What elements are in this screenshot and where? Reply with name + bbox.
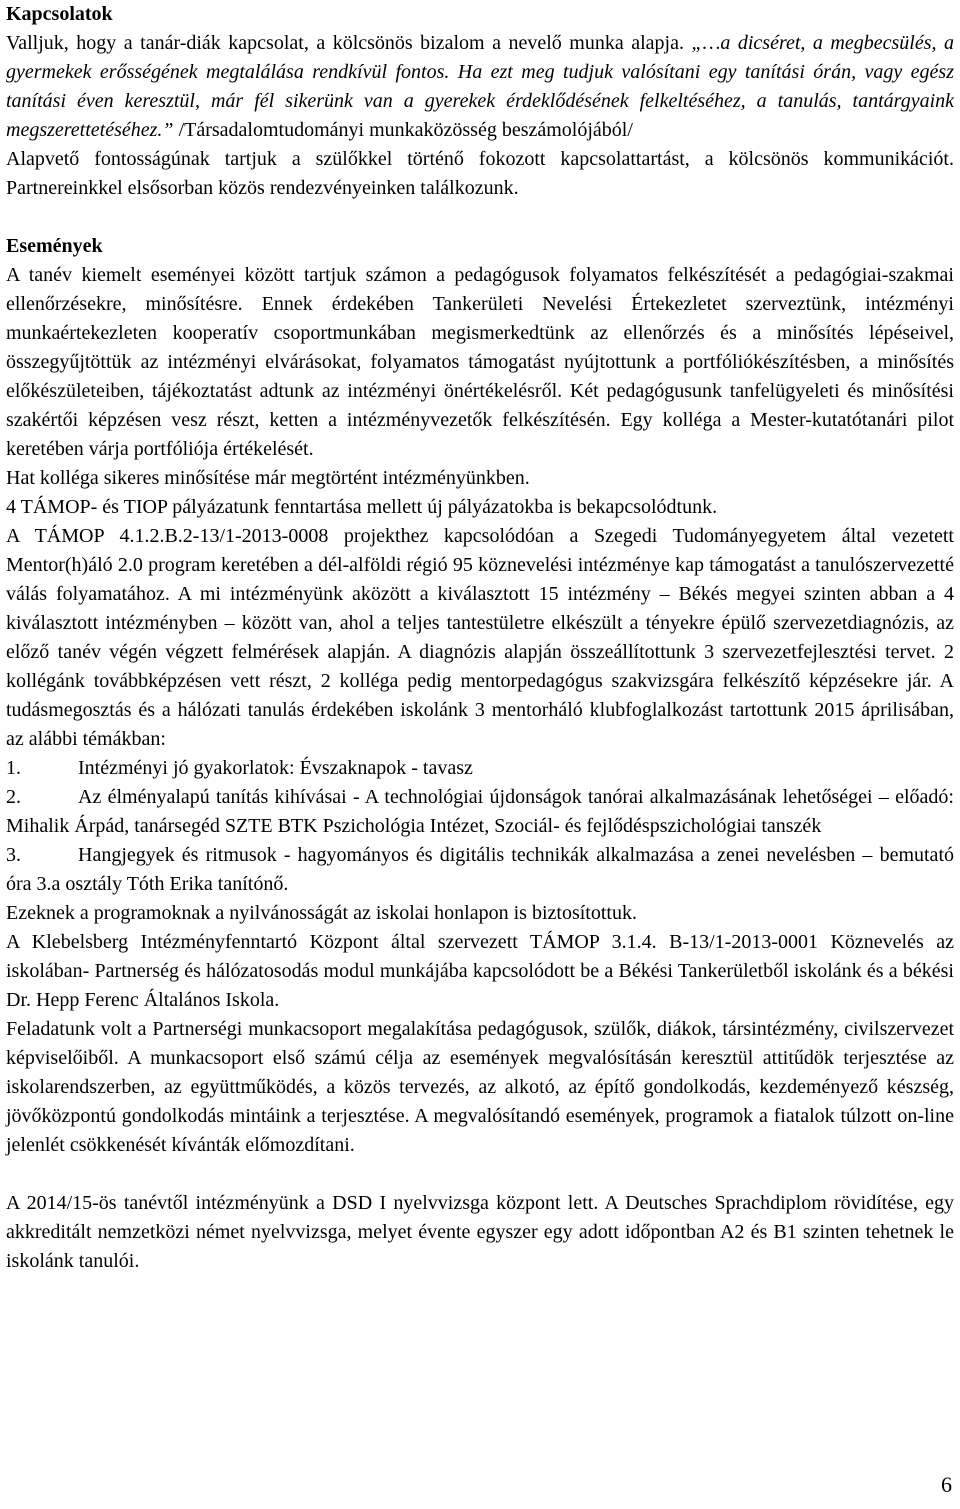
list-item bbox=[6, 783, 954, 841]
paragraph-esemenyek-7: Feladatunk volt a Partnerségi munkacsoport megalakítása pedagógusok, szülők, diákok, társintézmény, civilszervezet képviselőiből. A munkacsoport első számú célja az események megvalósításán keresztül attitűdök terjesztése az iskolarendszerben, az együttműködés, a közös tervezés, az alkotó, az építő gondolkodás, kezdeményező készség, jövőközpontú gondolkodás mintáink a terjesztése. A megvalósítandó események, programok a fiatalok túlzott on-line jelenlét csökkenését kívánták előmozdítani. bbox=[6, 1018, 954, 1156]
list-text: Intézményi jó gyakorlatok: Évszaknapok - tavasz bbox=[78, 757, 473, 779]
paragraph-esemenyek-2: Hat kolléga sikeres minősítése már megtörtént intézményünkben. bbox=[6, 467, 530, 489]
spacer bbox=[6, 203, 954, 232]
paragraph-kapcsolatok-1 bbox=[6, 29, 954, 145]
heading-esemenyek: Események bbox=[6, 235, 103, 257]
list-text: Hangjegyek és ritmusok - hagyományos és digitális technikák alkalmazása a zenei nevelésben – bemutató óra 3.a osztály Tóth Erika tanítónő. bbox=[6, 844, 954, 895]
paragraph-esemenyek-8: A 2014/15-ös tanévtől intézményünk a DSD I nyelvvizsga központ lett. A Deutsches Sprachdiplom rövidítése, egy akkreditált nemzetközi német nyelvvizsga, melyet évente egyszer egy adott időpontban A2 és B1 szinten tehetnek le iskolánk tanulói. bbox=[6, 1192, 954, 1272]
document-page bbox=[6, 0, 954, 1276]
paragraph-text: Valljuk, hogy a tanár-diák kapcsolat, a kölcsönös bizalom a nevelő munka alapja. bbox=[6, 32, 692, 54]
paragraph-esemenyek-1: A tanév kiemelt eseményei között tartjuk számon a pedagógusok folyamatos felkészítését a pedagógiai-szakmai ellenőrzésekre, minősítésre. Ennek érdekében Tankerületi Nevelési Értekezletet szerveztünk, intézményi munkaértekezleten kooperatív csoportmunkában megismerkedtünk az ellenőrzés és a minősítés lépéseivel, összegyűjtöttük az intézményi elvárásokat, folyamatos támogatást nyújtottunk a portfóliókészítésben, a minősítés előkészületeiben, tájékoztatást adtunk az intézményi önértékelésről. Két pedagógusunk tanfelügyeleti és minősítési szakértői képzésen vesz részt, ketten a intézményvezetők felkészítésén. Egy kolléga a Mester-kutatótanári pilot keretében várja portfóliója értékelését. bbox=[6, 264, 954, 460]
paragraph-esemenyek-6: A Klebelsberg Intézményfenntartó Központ által szervezett TÁMOP 3.1.4. B-13/1-2013-0001 Köznevelés az iskolában- Partnerség és hálózatosodás modul munkájába kapcsolódott be a Békési Tankerületből iskolánk és a békési Dr. Hepp Ferenc Általános Iskola. bbox=[6, 931, 954, 1011]
list-item bbox=[6, 841, 954, 899]
paragraph-kapcsolatok-2: Alapvető fontosságúnak tartjuk a szülőkkel történő fokozott kapcsolattartást, a kölcsönös kommunikációt. Partnereinkkel elsősorban közös rendezvényeinken találkozunk. bbox=[6, 148, 954, 199]
spacer bbox=[6, 1160, 954, 1189]
list-number: 1. bbox=[6, 757, 21, 779]
page-number: 6 bbox=[941, 1472, 952, 1497]
list-text: Az élményalapú tanítás kihívásai - A technológiai újdonságok tanórai alkalmazásának lehetőségei – előadó: Mihalik Árpád, tanársegéd SZTE BTK Pszichológia Intézet, Szociál- és fejlődéspszichológiai tanszék bbox=[6, 786, 954, 837]
quote-source: /Társadalomtudományi munkaközösség beszámolójából/ bbox=[173, 119, 633, 141]
list-number: 3. bbox=[6, 844, 21, 866]
list-item bbox=[6, 754, 954, 783]
paragraph-esemenyek-5: Ezeknek a programoknak a nyilvánosságát az iskolai honlapon is biztosítottuk. bbox=[6, 902, 637, 924]
paragraph-esemenyek-4: A TÁMOP 4.1.2.B.2-13/1-2013-0008 projekthez kapcsolódóan a Szegedi Tudományegyetem által vezetett Mentor(h)áló 2.0 program keretében a dél-alföldi régió 95 köznevelési intézménye kap támogatást a tanulószervezetté válás folyamatához. A mi intézményünk aközött a kiválasztott 15 intézmény – Békés megyei szinten abban a 4 kiválasztott intézményben – között van, ahol a teljes tantestületre elkészült a tényekre épülő szervezetdiagnózis, az előző tanév végén végzett felmérések alapján. A diagnózis alapján összeállítottunk 3 szervezetfejlesztési tervet. 2 kollégánk továbbképzésen vett részt, 2 kolléga pedig mentorpedagógus szakvizsgára felkészítő képzésekre jár. A tudásmegosztás és a hálózati tanulás érdekében iskolánk 3 mentorháló klubfoglalkozást tartottunk 2015 áprilisában, az alábbi témákban: bbox=[6, 525, 954, 750]
paragraph-esemenyek-3: 4 TÁMOP- és TIOP pályázatunk fenntartása mellett új pályázatokba is bekapcsolódtunk. bbox=[6, 496, 718, 518]
heading-kapcsolatok: Kapcsolatok bbox=[6, 3, 113, 25]
quote-text: „…a dicséret, a megbecsülés, a gyermekek erősségének megtalálása rendkívül fontos. Ha ezt meg tudjuk valósítani egy tanítási órán, vagy egész tanítási éven keresztül, már fél sikerünk van a gyerekek érdeklődésének felkeltéséhez, a tanulás, tantárgyaink megszerettetéséhez.” bbox=[6, 32, 954, 141]
list-number: 2. bbox=[6, 786, 21, 808]
